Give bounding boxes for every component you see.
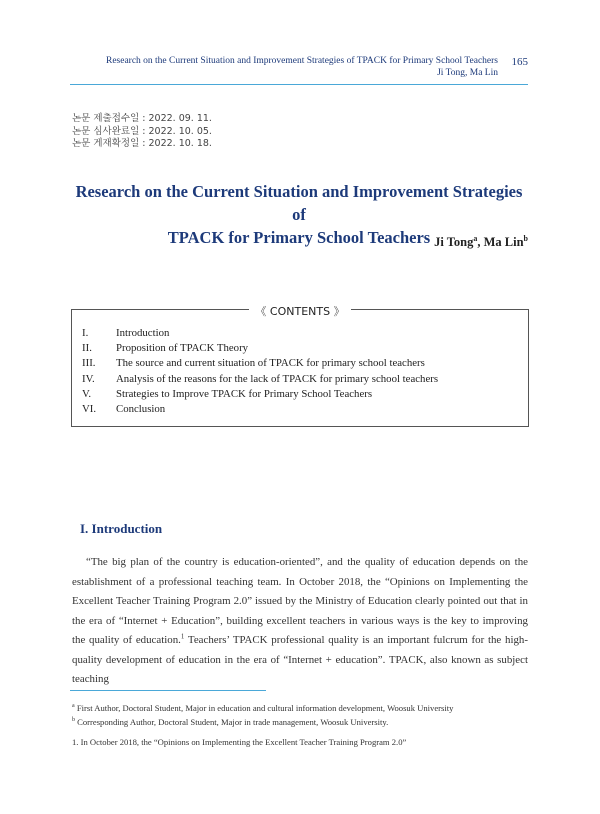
submission-dates <box>72 113 212 151</box>
contents-box <box>71 305 529 427</box>
footnote-text: Corresponding Author, Doctoral Student, Major in trade management, Woosuk University. <box>75 716 389 727</box>
footnote-1: 1. In October 2018, the “Opinions on Implementing the Excellent Teacher Training Program 2.0” <box>72 736 407 747</box>
date-submitted: 논문 제출접수일 : 2022. 09. 11. <box>72 113 212 124</box>
contents-heading-text: 《 CONTENTS 》 <box>249 305 350 318</box>
footnote-text: First Author, Doctoral Student, Major in education and cultural information development, Woosuk University <box>74 702 454 713</box>
page-number: 165 <box>511 56 528 68</box>
toc-item <box>82 341 438 356</box>
paper-title-line-2: TPACK for Primary School Teachers <box>167 228 431 247</box>
footnote-mark: a <box>72 703 75 709</box>
toc-number: II. <box>82 342 92 355</box>
header-rule <box>70 84 528 85</box>
section-heading: I. Introduction <box>80 521 163 536</box>
toc-number: IV. <box>82 372 95 385</box>
toc-item <box>82 387 438 402</box>
toc-item <box>82 326 438 341</box>
toc-number: I. <box>82 327 89 339</box>
author-list <box>434 234 528 250</box>
toc-number: VI. <box>82 402 97 415</box>
author-affiliation-mark: b <box>523 234 528 243</box>
running-header-authors: Ji Tong, Ma Lin <box>437 68 498 78</box>
toc-label: The source and current situation of TPACK for primary school teachers <box>116 357 425 370</box>
date-reviewed: 논문 심사완료일 : 2022. 10. 05. <box>72 125 212 137</box>
footnote-mark: b <box>72 716 75 723</box>
running-header-title: Research on the Current Situation and Improvement Strategies of TPACK for Primary School Teachers <box>105 56 498 66</box>
toc-item <box>82 402 438 417</box>
author-name: Ma Lin <box>483 235 524 250</box>
toc-label: Strategies to Improve TPACK for Primary School Teachers <box>116 387 373 400</box>
toc-number: V. <box>82 387 92 400</box>
footnote-reference: 1 <box>180 632 185 641</box>
toc-label: Introduction <box>116 327 170 339</box>
toc-label: Proposition of TPACK Theory <box>116 342 249 355</box>
author-name: Ji Tong <box>434 235 474 250</box>
author-separator: , <box>477 235 484 250</box>
date-accepted: 논문 게재확정일 : 2022. 10. 18. <box>72 138 212 149</box>
toc-item <box>82 356 438 371</box>
running-header <box>70 56 528 86</box>
contents-heading <box>72 302 528 320</box>
body-text <box>72 553 528 690</box>
author-affiliation-mark: a <box>473 234 478 243</box>
footnote-corresponding-author <box>72 714 453 728</box>
body-paragraph-text: “The big plan of the country is education-oriented”, and the quality of education depends on the establishment of a professional teaching team. In October 2018, the “Opinions on Implementing the Excellent Teacher Training Program 2.0” issued by the Ministry of Education clearly pointed out that in the era of “Internet + Education”, building excellent teachers in various ways is the key to improving the quality of education. <box>72 556 528 646</box>
footnote-first-author <box>72 700 453 714</box>
table-of-contents <box>82 326 438 417</box>
toc-label: Conclusion <box>116 402 166 415</box>
toc-number: III. <box>82 357 96 370</box>
toc-label: Analysis of the reasons for the lack of TPACK for primary school teachers <box>116 372 439 385</box>
footnote-rule <box>70 690 266 691</box>
paper-title-line-1: Research on the Current Situation and Improvement Strategies of <box>75 182 523 224</box>
body-paragraph <box>72 553 528 690</box>
body-paragraph-text-continued: Teachers’ TPACK professional quality is an important fulcrum for the high-quality development of education in the era of “Internet + education”. TPACK, also known as subject teaching <box>72 634 528 685</box>
toc-item <box>82 372 438 387</box>
footnotes <box>72 700 453 748</box>
